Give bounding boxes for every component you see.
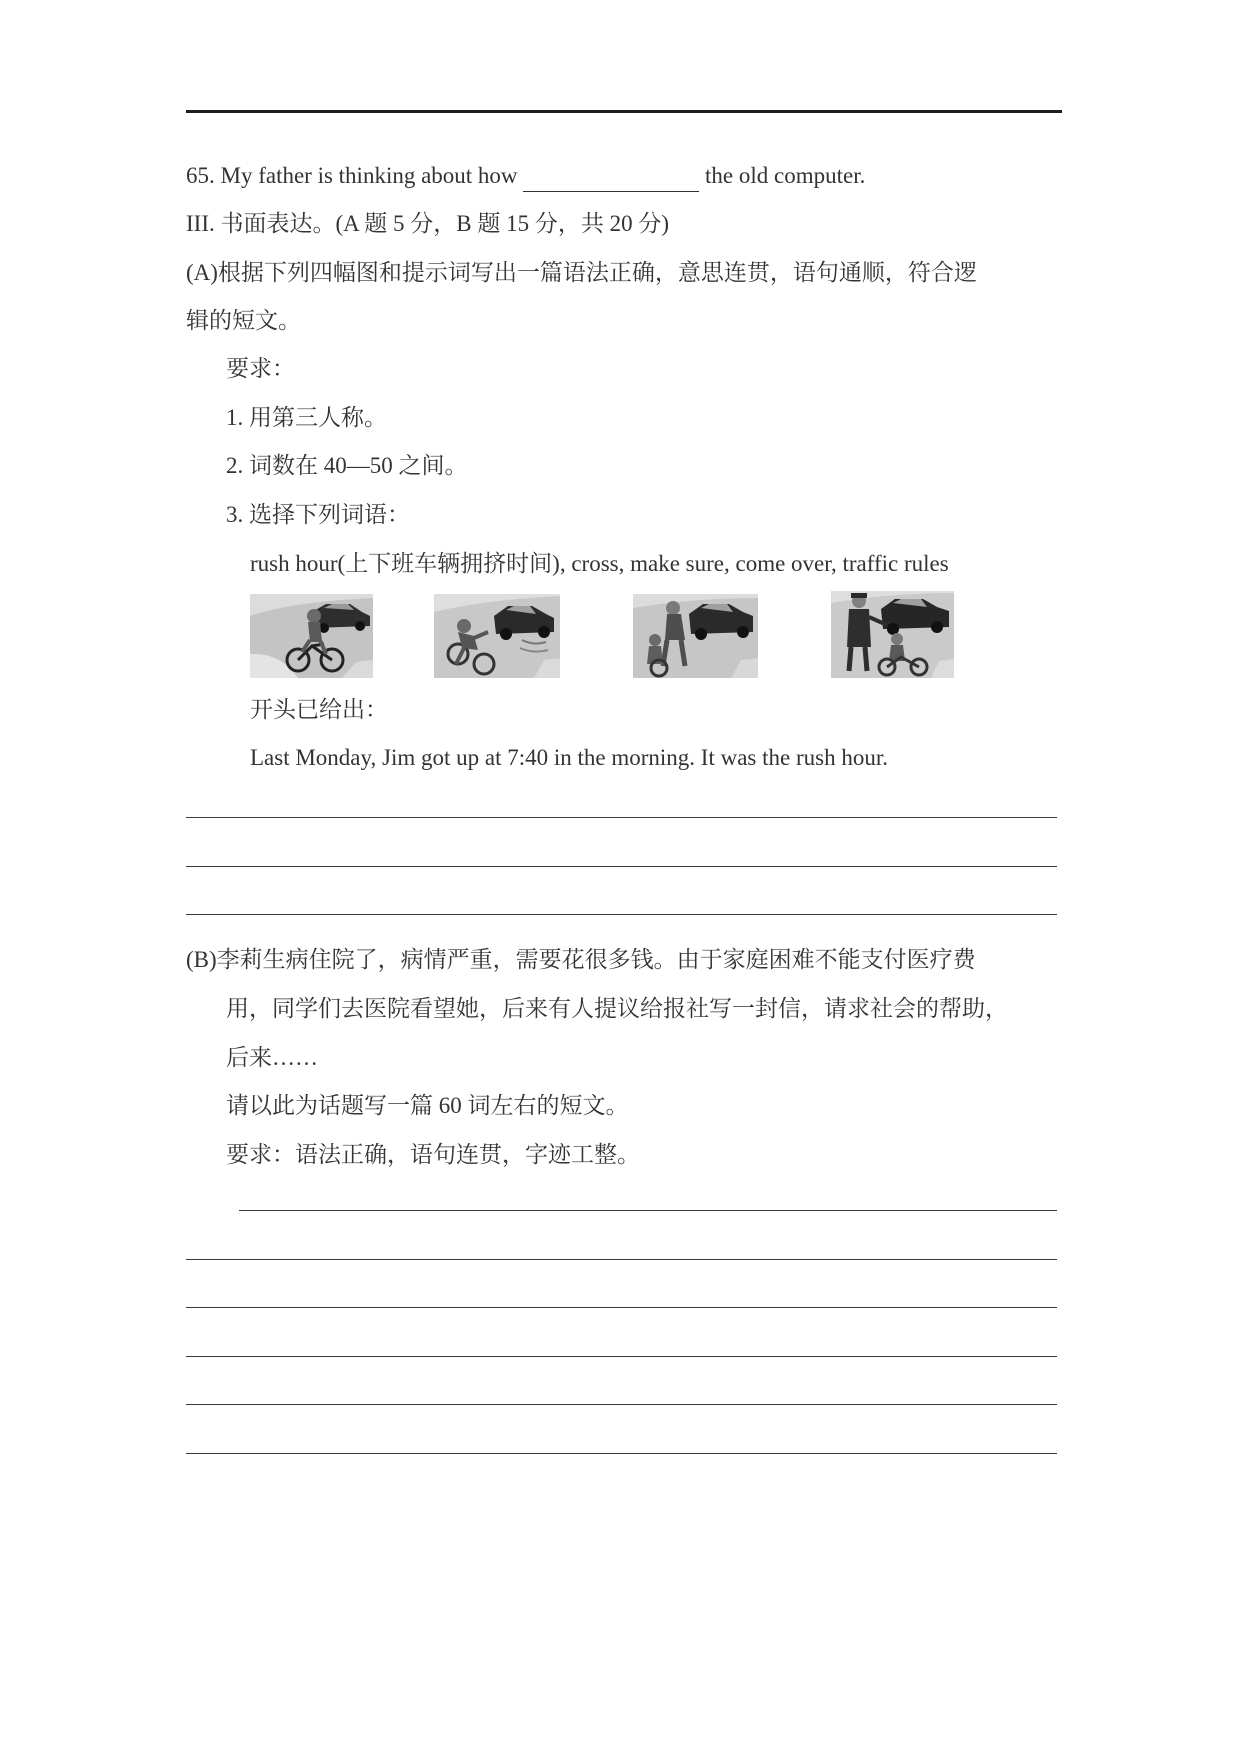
- part-b-line3: 后来……: [226, 1045, 318, 1070]
- part-a-requirements-heading: 要求：: [226, 356, 295, 381]
- answer-line-b4[interactable]: [186, 1356, 1057, 1357]
- part-b-task: 请以此为话题写一篇 60 词左右的短文。: [226, 1093, 629, 1118]
- part-b-requirement: 要求：语法正确，语句连贯，字迹工整。: [226, 1142, 640, 1167]
- opening-label: 开头已给出：: [250, 697, 388, 722]
- answer-line-b3[interactable]: [186, 1307, 1057, 1308]
- part-b-line2: 用，同学们去医院看望她，后来有人提议给报社写一封信，请求社会的帮助，: [226, 996, 1008, 1021]
- answer-line-a3[interactable]: [186, 914, 1057, 915]
- part-b-line1: (B)李莉生病住院了，病情严重，需要花很多钱。由于家庭困难不能支付医疗费: [186, 947, 976, 972]
- part-a-requirement-3: 3. 选择下列词语：: [226, 502, 410, 527]
- question-65-text-end: the old computer.: [705, 163, 866, 188]
- answer-line-a2[interactable]: [186, 866, 1057, 867]
- part-a-intro-line1: (A)根据下列四幅图和提示词写出一篇语法正确，意思连贯，语句通顺，符合逻: [186, 260, 977, 285]
- picture-2: [434, 594, 560, 678]
- part-a-intro-line2: 辑的短文。: [186, 308, 301, 333]
- question-65: [186, 161, 865, 192]
- question-65-text: 65. My father is thinking about how: [186, 163, 518, 188]
- part-a-requirement-1: 1. 用第三人称。: [226, 405, 387, 430]
- answer-line-b1[interactable]: [239, 1210, 1057, 1211]
- section-title: III. 书面表达。(A 题 5 分，B 题 15 分，共 20 分): [186, 211, 669, 236]
- answer-line-b2[interactable]: [186, 1259, 1057, 1260]
- question-65-blank[interactable]: [523, 161, 699, 192]
- part-a-word-list: rush hour(上下班车辆拥挤时间), cross, make sure, come over, traffic rules: [250, 551, 949, 576]
- opening-sentence: Last Monday, Jim got up at 7:40 in the morning. It was the rush hour.: [250, 745, 888, 770]
- part-a-requirement-2: 2. 词数在 40—50 之间。: [226, 453, 468, 478]
- picture-4: [831, 591, 954, 678]
- header-rule: [186, 110, 1062, 113]
- picture-3: [633, 594, 758, 678]
- answer-line-a1[interactable]: [186, 817, 1057, 818]
- answer-line-b5[interactable]: [186, 1404, 1057, 1405]
- answer-line-b6[interactable]: [186, 1453, 1057, 1454]
- picture-1: [250, 594, 373, 678]
